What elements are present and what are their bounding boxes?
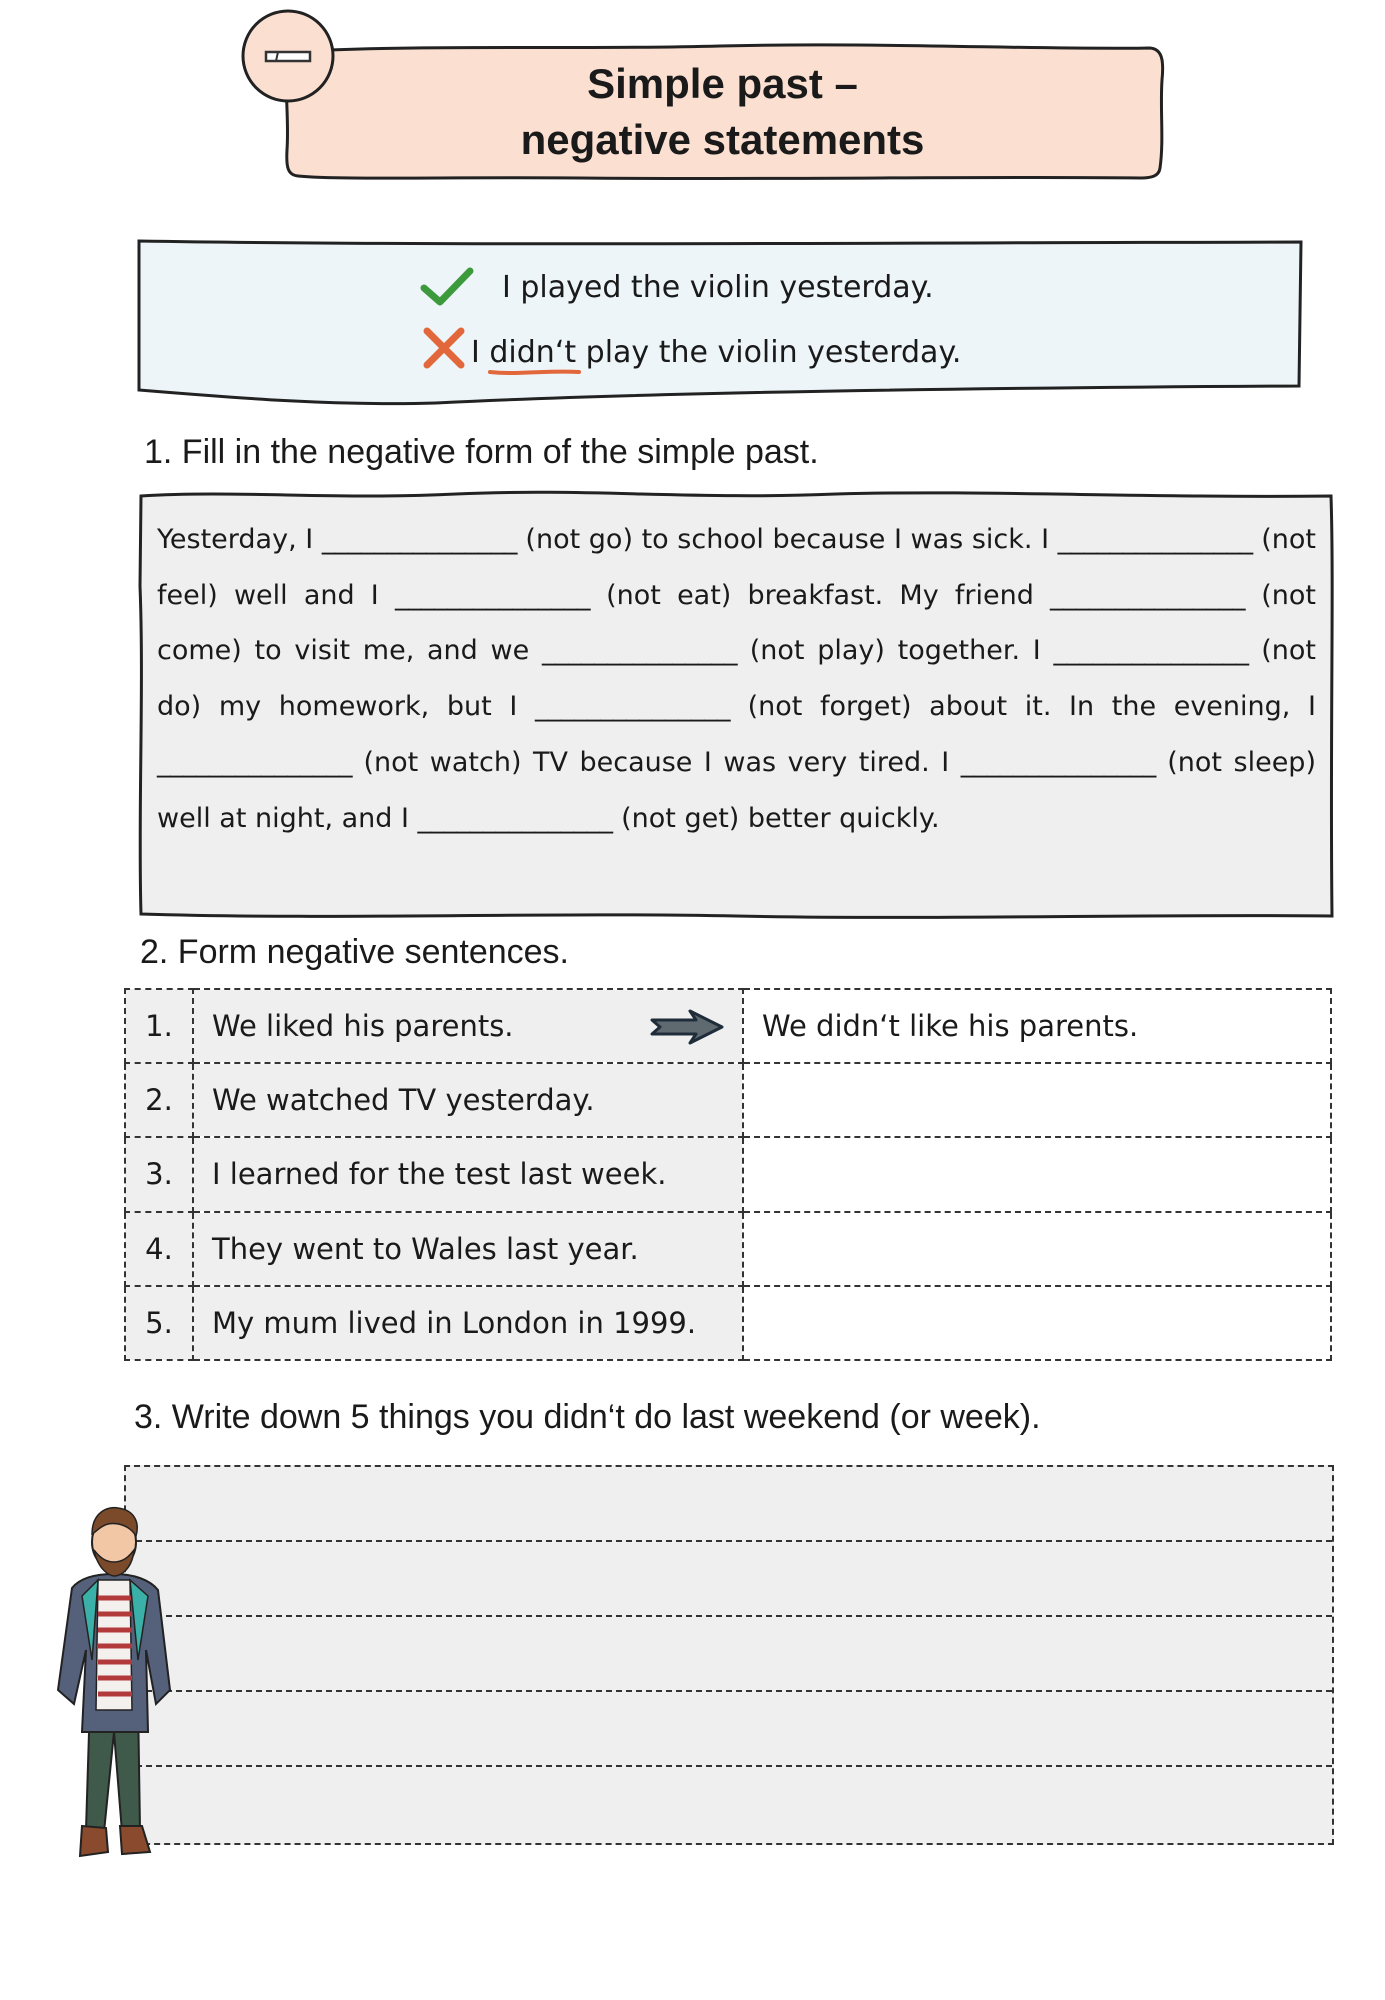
example-negative-prefix: I [471,335,490,370]
exercise-1-text-part: (not do) my homework, but I [157,635,1316,723]
table-row [125,1063,1331,1137]
example-box [136,238,1304,413]
arrow-right-icon [650,1008,724,1046]
exercise-1-text-part: Yesterday, I [157,524,322,555]
exercise-1-text-part: (not watch) TV because I was very tired. I [352,746,961,778]
table-row [125,1286,1331,1360]
example-negative-highlight: didn‘t [489,335,577,370]
row-number: 3. [125,1137,193,1211]
exercise-1-text-part: (not feel) well and I [157,524,1316,611]
row-number: 5. [125,1286,193,1360]
exercise-2-heading: 2. Form negative sentences. [140,933,570,971]
table-row [125,989,1331,1063]
writing-line-divider [126,1615,1332,1617]
writing-line-divider [126,1690,1332,1692]
example-negative-suffix: play the violin yesterday. [576,335,962,370]
check-icon [420,266,474,308]
answer-cell[interactable] [743,1286,1331,1360]
answer-cell[interactable] [743,1063,1331,1137]
given-sentence: My mum lived in London in 1999. [193,1286,743,1360]
answer-blank[interactable]: _______________ [321,524,517,555]
given-sentence: They went to Wales last year. [193,1212,743,1286]
given-sentence: We watched TV yesterday. [193,1063,743,1137]
exercise-1-text-part: (not eat) breakfast. My friend [589,579,1051,611]
answer-cell[interactable] [743,1212,1331,1286]
example-negative [471,335,961,370]
page-title [280,56,1165,168]
exercise-1-text [157,512,1316,846]
writing-line-divider [126,1765,1332,1767]
highlight-underline [488,368,581,376]
exercise-1-text-part: (not get) better quickly. [612,802,940,834]
table-row [125,1137,1331,1211]
exercise-1-text-part: (not play) together. I [737,635,1054,667]
answer-cell[interactable]: We didn‘t like his parents. [743,989,1331,1063]
title-line-2: negative statements [520,116,925,163]
answer-blank[interactable]: _______________ [1057,524,1253,555]
exercise-1-text-part: (not sleep) well at night, and I [157,746,1316,834]
example-positive: I played the violin yesterday. [502,270,934,305]
answer-blank[interactable]: _______________ [394,579,590,611]
exercise-1-heading: 1. Fill in the negative form of the simple past. [144,433,819,471]
writing-lines[interactable] [124,1465,1334,1845]
cross-icon [422,326,466,370]
answer-blank[interactable]: _______________ [417,802,613,834]
exercise-3-heading: 3. Write down 5 things you didn‘t do last weekend (or week). [134,1398,1041,1436]
answer-blank[interactable]: _______________ [1050,579,1246,611]
title-line-1: Simple past – [587,60,858,107]
answer-blank[interactable]: _______________ [960,746,1156,778]
man-character-illustration [52,1500,182,1862]
answer-blank[interactable]: _______________ [534,691,730,723]
given-sentence-text: We liked his parents. [212,1009,514,1044]
given-sentence: I learned for the test last week. [193,1137,743,1211]
table-row [125,1212,1331,1286]
row-number: 4. [125,1212,193,1286]
row-number: 1. [125,989,193,1063]
answer-cell[interactable] [743,1137,1331,1211]
answer-blank[interactable]: _______________ [157,746,352,778]
exercise-1-text-part: (not come) to visit me, and we [157,579,1316,667]
given-sentence [193,989,743,1063]
answer-blank[interactable]: _______________ [1053,635,1249,667]
writing-line-divider [126,1540,1332,1542]
exercise-2-table [124,988,1332,1361]
answer-blank[interactable]: _______________ [542,635,737,667]
row-number: 2. [125,1063,193,1137]
exercise-1-text-part: (not forget) about it. In the evening, I [729,691,1316,723]
exercise-1-text-part: (not go) to school because I was sick. I [516,524,1058,555]
